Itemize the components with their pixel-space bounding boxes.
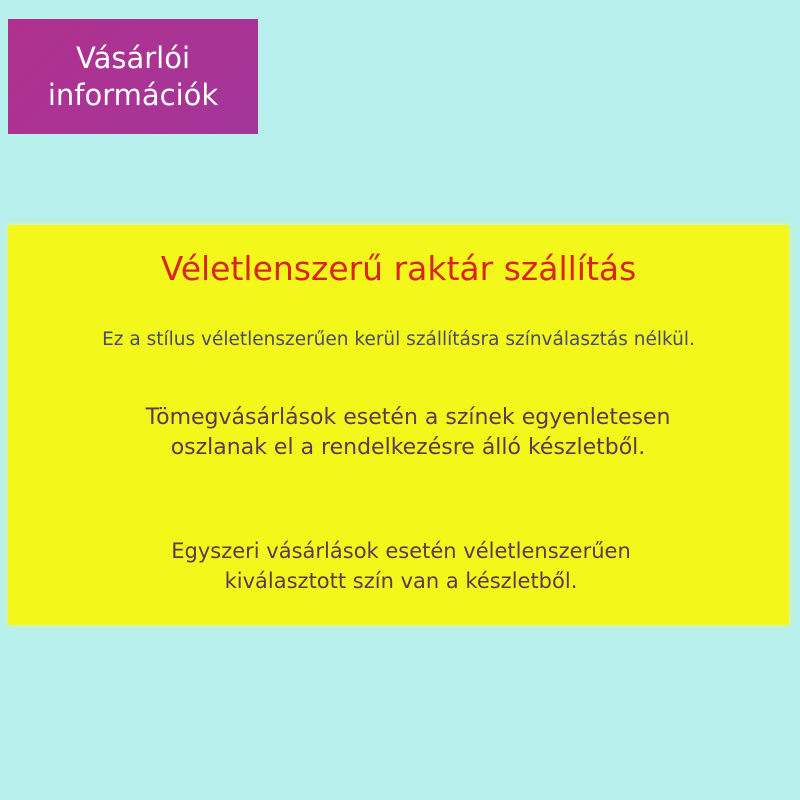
panel-note: Ez a stílus véletlenszerűen kerül szállításra színválasztás nélkül. <box>102 329 695 350</box>
shipping-info-panel <box>8 225 789 625</box>
panel-title: Véletlenszerű raktár szállítás <box>160 249 637 288</box>
single-purchase-paragraph <box>8 536 794 596</box>
bulk-purchase-line-1: Tömegvásárlások esetén a színek egyenletesen <box>145 405 671 430</box>
single-purchase-line-1: Egyszeri vásárlások esetén véletlenszerűen <box>171 539 631 563</box>
badge-line-1: Vásárlói <box>75 40 191 75</box>
bulk-purchase-paragraph <box>8 403 800 463</box>
info-badge <box>8 19 258 134</box>
single-purchase-line-2: kiválasztott szín van a készletből. <box>224 569 578 593</box>
badge-line-2: információk <box>47 77 219 112</box>
bulk-purchase-line-2: oszlanak el a rendelkezésre álló készletből. <box>170 435 646 460</box>
